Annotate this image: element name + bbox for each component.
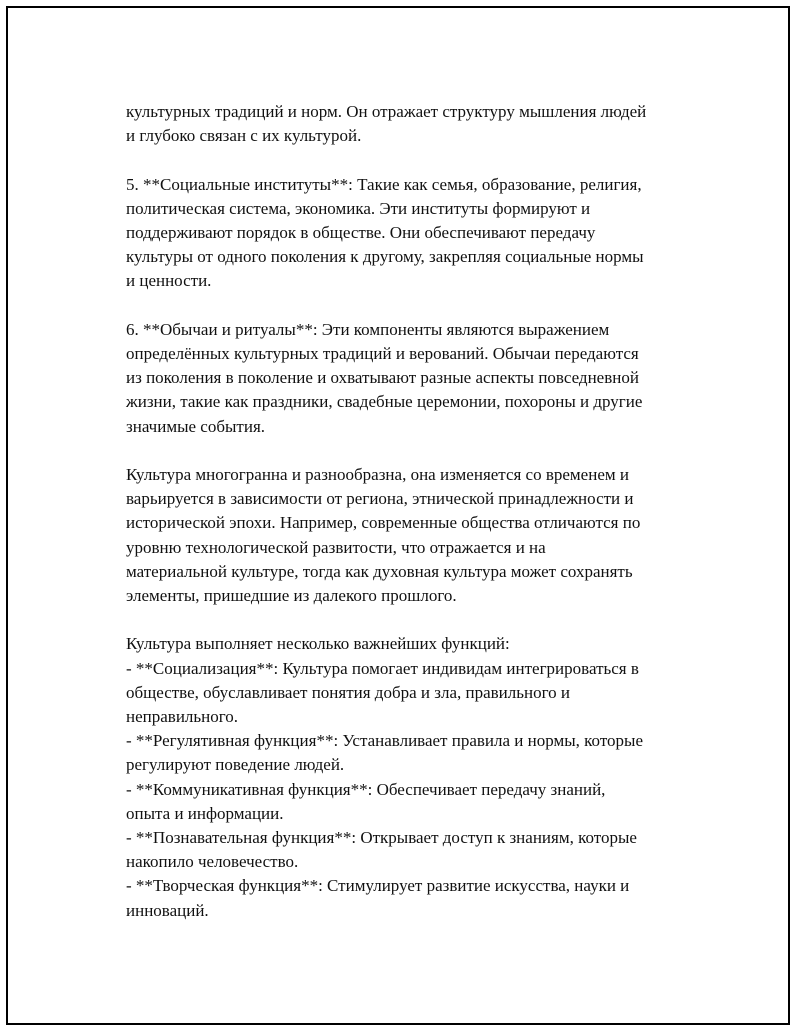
text-line: культурных традиций и норм. Он отражает структуру мышления людей: [126, 102, 647, 121]
text-line: 5. **Социальные институты**: Такие как семья, образование, религия,: [126, 174, 642, 194]
text-line: культуры от одного поколения к другому, закрепляя социальные нормы: [126, 247, 644, 267]
paragraph-culture-language-end: [126, 100, 726, 148]
paragraph-social-institutions: [126, 173, 726, 294]
text-line: политическая система, экономика. Эти институты формируют и: [126, 198, 591, 218]
text-line: и ценности.: [126, 271, 212, 291]
list-item-text: регулируют поведение людей.: [126, 755, 345, 775]
text-line: Культура выполняет несколько важнейших функций:: [126, 634, 510, 654]
text-line: уровню технологической развитости, что отражается и на: [126, 537, 546, 557]
list-item-text: - **Регулятивная функция**: Устанавливает правила и нормы, которые: [126, 731, 643, 751]
text-line: из поколения в поколение и охватывают разные аспекты повседневной: [126, 368, 639, 388]
list-item-text: неправильного.: [126, 707, 239, 727]
list-item-text: обществе, обуславливает понятия добра и зла, правильного и: [126, 682, 570, 702]
list-item-text: - **Творческая функция**: Стимулирует развитие искусства, науки и: [126, 876, 630, 896]
list-item-text: опыта и информации.: [126, 803, 284, 823]
text-line: материальной культуре, тогда как духовная культура может сохранять: [126, 561, 633, 581]
list-item-text: накопило человечество.: [126, 852, 299, 872]
list-item-text: - **Коммуникативная функция**: Обеспечивает передачу знаний,: [126, 779, 606, 799]
text-line: значимые события.: [126, 416, 266, 436]
list-item-text: - **Социализация**: Культура помогает индивидам интегрироваться в: [126, 658, 639, 678]
list-item-text: инноваций.: [126, 900, 209, 920]
text-line: исторической эпохи. Например, современные общества отличаются по: [126, 513, 641, 533]
paragraph-culture-functions: [126, 632, 726, 922]
paragraph-customs-rituals: [126, 318, 726, 439]
paragraph-culture-diversity: [126, 463, 726, 608]
text-line: варьируется в зависимости от региона, этнической принадлежности и: [126, 489, 634, 509]
text-line: жизни, такие как праздники, свадебные церемонии, похороны и другие: [126, 392, 643, 412]
text-line: и глубоко связан с их культурой.: [126, 126, 362, 146]
text-line: 6. **Обычаи и ритуалы**: Эти компоненты являются выражением: [126, 319, 610, 339]
document-body: [126, 100, 726, 947]
text-line: элементы, пришедшие из далекого прошлого.: [126, 586, 457, 606]
list-item-text: - **Познавательная функция**: Открывает доступ к знаниям, которые: [126, 828, 637, 848]
text-line: поддерживают порядок в обществе. Они обеспечивают передачу: [126, 223, 596, 242]
text-line: определённых культурных традиций и верований. Обычаи передаются: [126, 344, 639, 363]
page-border: [6, 6, 790, 1025]
text-line: Культура многогранна и разнообразна, она изменяется со временем и: [126, 465, 629, 484]
